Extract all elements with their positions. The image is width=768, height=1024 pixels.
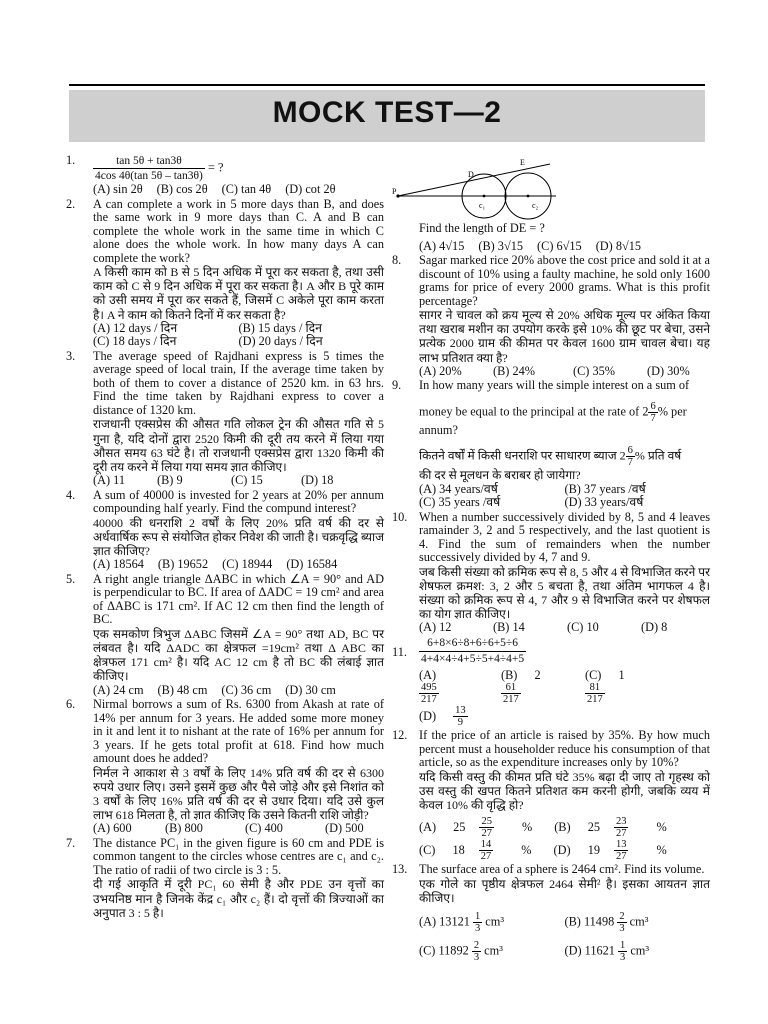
- question-4: [66, 489, 384, 572]
- question-text-hi: यदि किसी वस्तु की कीमत प्रति घंटे 35% बढ़ा दी जाए तो गृहस्थ को उस वस्तु की खपत कितने प्रतिशत कम करनी होगी, जबकि व्यय में केवल 10% की वृद्धि हो?: [419, 769, 710, 813]
- question-text-hi: [419, 445, 710, 468]
- question-8: [392, 254, 710, 378]
- option-label: (D) 11621: [564, 943, 615, 958]
- label-p: P: [392, 187, 397, 196]
- fraction: [585, 682, 619, 705]
- whole: 25: [453, 819, 466, 834]
- option-label: (C): [585, 667, 602, 682]
- question-text-hi: सागर ने चावल को क्रय मूल्य से 20% अधिक मूल्य पर अंकित किया तथा खराब मशीन का उपयोग करके इसे 10% की छूट पर बेचा, उसने प्रत्येक 2000 ग्राम की कीमत पर केवल 1600 ग्राम चावल बेचा। यह लाभ प्रतिशत क्या है?: [419, 308, 710, 365]
- question-text-en: A right angle triangle ΔABC in which ∠A = 90° and AD is perpendicular to BC. If area of ΔADC = 19 cm² and area of ΔABC is 171 cm². If AC 12 cm then find the length of BC.: [93, 571, 384, 627]
- option-label: (A): [419, 819, 437, 834]
- question-text-en: A sum of 40000 is invested for 2 years at 20% per annum compounding half yearly. Find the compund interest?: [93, 487, 384, 516]
- question-text-hi: जब किसी संख्या को क्रमिक रूप से 8, 5 और 4 से विभाजित करने पर शेषफल क्रमश: 3, 2 और 5 बचता है, तथा अंतिम भागफल 4 है। संख्या को क्रमिक रूप से 4, 7 और 9 से विभाजित करने पर शेषफल का योग ज्ञात कीजिए।: [419, 564, 710, 622]
- denominator: 27: [615, 851, 627, 863]
- option-c: (C) 10: [567, 620, 599, 635]
- option-a: (A) 11: [93, 473, 125, 488]
- option-a: (A) 20%: [419, 363, 462, 378]
- question-text-hi: दी गई आकृति में दूरी PC₁ 60 सेमी है और PDE उन वृत्तों का उभयनिष्ठ मान है जिनके केंद्र c₁ और c₂ हैं। दो वृत्तों की त्रिज्याओं का अनुपात 3 : 5 है।: [93, 877, 384, 920]
- fraction: [472, 940, 481, 963]
- option-label: (C): [419, 842, 436, 857]
- denominator: 4+4×4÷4+5÷5+4÷4+5: [421, 652, 525, 665]
- numerator: 2: [473, 940, 480, 952]
- option-d: (D) 8√15: [595, 238, 642, 253]
- question-text-en-d: annum?: [419, 422, 458, 437]
- numerator: 1: [620, 940, 626, 952]
- numerator: 495: [421, 682, 437, 694]
- option-d: (D) 8: [641, 620, 668, 635]
- question-number: 8.: [392, 253, 402, 267]
- option-label: (A) 13121: [419, 914, 470, 929]
- rate-fraction: [626, 445, 635, 468]
- question-10: [392, 511, 710, 635]
- text: money be equal to the principal at the rate of: [419, 404, 640, 419]
- option-c: (C) 18 days / दिन: [93, 334, 177, 349]
- option-b: [565, 911, 711, 934]
- rate-unit: %: [657, 404, 668, 419]
- option-c: [419, 839, 546, 862]
- option-c: (C) 6√15: [537, 238, 582, 253]
- option-d: [419, 705, 496, 728]
- question-text-hi: 40000 की धनराशि 2 वर्षों के लिए 20% प्रति वर्ष की दर से अर्धवार्षिक रूप से संयोजित होकर निवेश की जाती है। चक्रवृद्धि ब्याज ज्ञात कीजिए?: [93, 515, 384, 559]
- option-b: (B) 48 cm: [157, 682, 208, 697]
- whole: 19: [587, 842, 600, 857]
- options: [419, 483, 710, 510]
- denominator: 3: [620, 952, 626, 964]
- question-number: 1.: [66, 153, 76, 167]
- question-12: [392, 729, 710, 862]
- unit: cm³: [485, 914, 505, 929]
- question-1-expression: [93, 154, 384, 183]
- option-b: (B) 3√15: [478, 238, 524, 253]
- option-b: (B) 14: [493, 620, 525, 635]
- option-b: (B) 24%: [493, 363, 536, 378]
- question-text-hi: निर्मल ने आकाश से 3 वर्षों के लिए 14% प्रति वर्ष की दर से 6300 रुपये उधार लिए। उसने इसमें कुछ और पैसे जोड़े और इसे निशांत को 3 वर्षों के लिए 16% प्रति वर्ष की दर से उधार दिया। यदि उसे कुल लाभ 618 मिलता है, तो ज्ञात कीजिए कि उसने कितनी राशि जोड़ी?: [93, 765, 384, 823]
- question-text-en-a: In how many years will the simple interest on a sum of: [419, 378, 690, 393]
- rate-whole: 2: [619, 448, 626, 463]
- options: [93, 322, 384, 349]
- numerator: 6+8×6÷8+6÷6+5÷6: [419, 636, 526, 652]
- option-b: (B) 9: [157, 473, 183, 488]
- option-a: (A) 600: [93, 821, 132, 836]
- numerator: 81: [585, 682, 605, 694]
- option-a: (A) 4√15: [419, 238, 465, 253]
- fraction: [614, 839, 643, 862]
- option-d: (D) 30%: [647, 363, 690, 378]
- option-label: (B) 11498: [564, 914, 615, 929]
- fraction: [453, 705, 482, 728]
- option-c: [585, 669, 655, 706]
- question-13: [392, 863, 710, 963]
- numerator: 6: [650, 400, 656, 412]
- denominator: 9: [457, 717, 464, 729]
- denominator: 7: [627, 457, 633, 469]
- unit: cm³: [484, 943, 503, 958]
- denominator: 3: [619, 923, 625, 935]
- option-d: [565, 940, 711, 963]
- option-c: (C) 18944: [222, 557, 273, 572]
- option-b: (B) 37 years /वर्ष: [564, 481, 646, 496]
- question-text-en: When a number successively divided by 8, 5 and 4 leaves ramainder 3, 2 and 5 respectively, and the last quotient is 4. Find the sum of remainders when the number successively divided by 4, 7 and 9.: [419, 509, 710, 565]
- option-d: (D) 30 cm: [285, 682, 336, 697]
- option-label: (A): [419, 667, 437, 682]
- question-number: 3.: [66, 348, 76, 363]
- question-number: 13.: [392, 862, 408, 877]
- option-a: (A) 18564: [93, 557, 144, 572]
- option-b: (B) cos 2θ: [156, 182, 208, 196]
- question-11-expression: [419, 636, 710, 667]
- fraction: [419, 636, 526, 667]
- option-a: [419, 669, 487, 706]
- options: [419, 911, 710, 963]
- option-c: (C) tan 4θ: [221, 182, 272, 196]
- label-c1: c₁: [479, 201, 486, 210]
- options: [419, 816, 710, 862]
- option-a: (A) 34 years/वर्ष: [419, 481, 498, 496]
- rate-whole: 2: [642, 404, 649, 419]
- fraction: [479, 816, 508, 839]
- option-c: (C) 35%: [573, 363, 616, 378]
- unit: cm³: [629, 914, 649, 929]
- numerator: 2: [619, 911, 625, 923]
- question-number: 6.: [66, 697, 76, 712]
- option-a: (A) 12: [419, 620, 452, 635]
- tangent-circles-figure: [392, 158, 582, 220]
- question-7-continued: [392, 222, 710, 253]
- whole: 18: [452, 842, 465, 857]
- right-column: [392, 154, 710, 964]
- question-number: 10.: [392, 509, 408, 524]
- text: प्रति वर्ष: [647, 448, 682, 463]
- option-a: [419, 911, 565, 934]
- question-text-en-b: [419, 401, 710, 424]
- option-c: [419, 940, 565, 963]
- option-d: (D) cot 2θ: [285, 182, 336, 196]
- unit: cm³: [630, 943, 650, 958]
- question-number: 12.: [392, 728, 408, 743]
- option-a: (A) sin 2θ: [93, 182, 143, 196]
- question-number: 4.: [66, 487, 76, 502]
- question-5: [66, 573, 384, 697]
- option-c: (C) 15: [231, 473, 263, 488]
- option-d: (D) 500: [325, 821, 364, 836]
- question-1: [66, 154, 384, 197]
- numerator: tan 5θ + tan3θ: [93, 154, 205, 169]
- denominator: 217: [503, 694, 519, 706]
- option-d: (D) 20 days / दिन: [238, 334, 323, 349]
- label-c2: c₂: [532, 201, 539, 210]
- option-b: (B) 15 days / दिन: [238, 320, 322, 335]
- label-d: D: [468, 170, 474, 179]
- unit: %: [656, 819, 667, 834]
- option-label: (B): [554, 819, 571, 834]
- option-c: (C) 400: [245, 821, 283, 836]
- question-number: 7.: [66, 835, 76, 850]
- text: कितने वर्षों में किसी धनराशि पर साधारण ब्याज: [419, 448, 617, 463]
- question-text-en: Nirmal borrows a sum of Rs. 6300 from Akash at rate of 14% per annum for 3 years. He added some more money in it and lent it to nishant at the rate of 16% per annum for 3 years. If he gets total profit at 618. Find how much amount does he added?: [93, 697, 384, 766]
- question-11: [392, 636, 710, 729]
- option-c: (C) 36 cm: [221, 682, 272, 697]
- denominator: 3: [473, 952, 480, 964]
- option-d: (D) 33 years/वर्ष: [564, 495, 644, 510]
- option-b: (B) 800: [165, 821, 203, 836]
- denominator: 27: [615, 828, 627, 840]
- page-title: MOCK TEST—2: [272, 96, 502, 129]
- question-number: 2.: [66, 196, 76, 211]
- question-7-ask: Find the length of DE = ?: [419, 221, 545, 235]
- question-text-en: The average speed of Rajdhani express is 5 times the average speed of local train, If the average time taken by both of them to cover a distance of 2520 km. in 63 hrs. Find the time taken by Rajdhani express to cover a distance of 1320 km.: [93, 348, 384, 417]
- numerator: 25: [481, 816, 492, 828]
- denominator: 217: [421, 694, 437, 706]
- numerator: 1: [474, 911, 481, 923]
- option-d: [554, 839, 681, 862]
- fraction: [473, 911, 482, 934]
- question-number: 11.: [392, 644, 407, 659]
- options: [93, 822, 384, 836]
- question-2: [66, 198, 384, 349]
- denominator: 7: [650, 412, 656, 424]
- fraction: [419, 682, 453, 705]
- numerator: 6: [627, 445, 633, 457]
- options: [419, 240, 710, 254]
- question-text-hi-c: की दर से मूलधन के बराबर हो जायेगा?: [419, 468, 581, 483]
- option-b: [501, 669, 571, 706]
- numerator: 61: [501, 682, 521, 694]
- denominator: 27: [481, 828, 492, 840]
- question-3: [66, 350, 384, 488]
- unit: %: [521, 819, 533, 834]
- equals-question: = ?: [207, 160, 224, 175]
- numerator: 23: [615, 816, 627, 828]
- options: [93, 183, 384, 197]
- option-b: [554, 816, 681, 839]
- option-c: (C) 35 years /वर्ष: [419, 495, 501, 510]
- whole: 1: [618, 667, 625, 682]
- rate-fraction: [648, 401, 657, 424]
- rate-unit: %: [634, 448, 645, 463]
- whole: 25: [587, 819, 600, 834]
- text: per: [671, 404, 687, 419]
- fraction: [614, 816, 643, 839]
- options: [419, 365, 710, 379]
- denominator: 4cos 4θ(tan 5θ – tan3θ): [95, 170, 203, 182]
- numerator: 14: [480, 839, 492, 851]
- unit: %: [656, 842, 667, 857]
- option-a: (A) 12 days / दिन: [93, 320, 178, 335]
- fraction: [93, 154, 205, 183]
- question-text-hi: एक समकोण त्रिभुज ΔABC जिसमें ∠A = 90° तथा AD, BC पर लंबवत है। यदि ΔADC का क्षेत्रफल =19cm² तथा Δ ABC का क्षेत्रफल 171 cm² है। यदि AC 12 cm है तो BC की लंबाई ज्ञात कीजिए।: [93, 626, 384, 684]
- option-d: (D) 18: [301, 473, 334, 488]
- question-number: 5.: [66, 571, 76, 586]
- option-label: (D): [419, 708, 437, 723]
- question-text-en: The distance PC₁ in the given figure is 60 cm and PDE is common tangent to the circles whose centres are c₁ and c₂. The ratio of radii of two circle is 3 : 5.: [93, 835, 384, 877]
- question-6: [66, 698, 384, 836]
- question-text-hi: एक गोले का पृष्ठीय क्षेत्रफल 2464 सेमी² है। इसका आयतन ज्ञात कीजिए।: [419, 876, 710, 906]
- fraction: [617, 911, 626, 934]
- unit: %: [521, 842, 532, 857]
- options: [93, 474, 384, 488]
- option-label: (C) 11892: [419, 943, 469, 958]
- question-7: [66, 837, 384, 920]
- denominator: 217: [587, 694, 603, 706]
- options: [93, 558, 384, 572]
- question-text-hi: राजधानी एक्सप्रेस की औसत गति लोकल ट्रेन की औसत गति से 5 गुना है, यदि दोनों द्वारा 2520 किमी की दूरी तय करने में लिया गया औसत समय 63 घंटे है। तो राजधानी एक्सप्रेस द्वारा 1320 किमी की दूरी तय करने में लिया गया समय ज्ञात कीजिए।: [93, 417, 384, 474]
- left-column: [66, 154, 384, 921]
- question-9: [392, 379, 710, 509]
- question-number: 9.: [392, 378, 402, 393]
- option-a: (A) 24 cm: [93, 682, 144, 697]
- question-text-en: A can complete a work in 5 more days than B, and does the same work in 9 more days than C. A and B can complete the whole work in the same time in which C alone does the whole work. In how many days A can complete the work?: [93, 196, 384, 265]
- question-text-hi: A किसी काम को B से 5 दिन अधिक में पूरा कर सकता है, तथा उसी काम को C से 9 दिन अधिक में पूरा कर सकता है। A और B पूरे काम को उसी समय में पूरा कर सकते हैं, जिसमें C अकेले पूरा काम करता है। A ने काम को कितने दिनों में कर सकता है?: [93, 265, 384, 322]
- numerator: 13: [455, 705, 466, 717]
- options: [419, 621, 710, 635]
- denominator: 3: [474, 923, 481, 935]
- option-label: (B): [501, 667, 518, 682]
- whole: 2: [534, 667, 541, 682]
- option-a: [419, 816, 546, 839]
- numerator: 13: [615, 839, 627, 851]
- option-d: (D) 16584: [286, 557, 338, 572]
- denominator: 27: [480, 851, 492, 863]
- fraction: [618, 940, 627, 963]
- label-e: E: [520, 158, 525, 167]
- header-rule: [69, 84, 705, 86]
- question-text-en: If the price of an article is raised by 35%. By how much percent must a householder reduce his consumption of that article, so as the expenditure increases only by 10%?: [419, 728, 710, 770]
- fraction: [479, 839, 508, 862]
- option-b: (B) 19652: [157, 557, 209, 572]
- options: [419, 669, 710, 729]
- option-label: (D): [553, 842, 571, 857]
- question-text-en: The surface area of a sphere is 2464 cm². Find its volume.: [419, 862, 705, 877]
- question-text-en: Sagar marked rice 20% above the cost price and sold it at a discount of 10% using a faulty machine, he sold only 1600 grams for price of every 2000 grams. What is this profit percentage?: [419, 253, 710, 308]
- fraction: [501, 682, 535, 705]
- options: [93, 684, 384, 698]
